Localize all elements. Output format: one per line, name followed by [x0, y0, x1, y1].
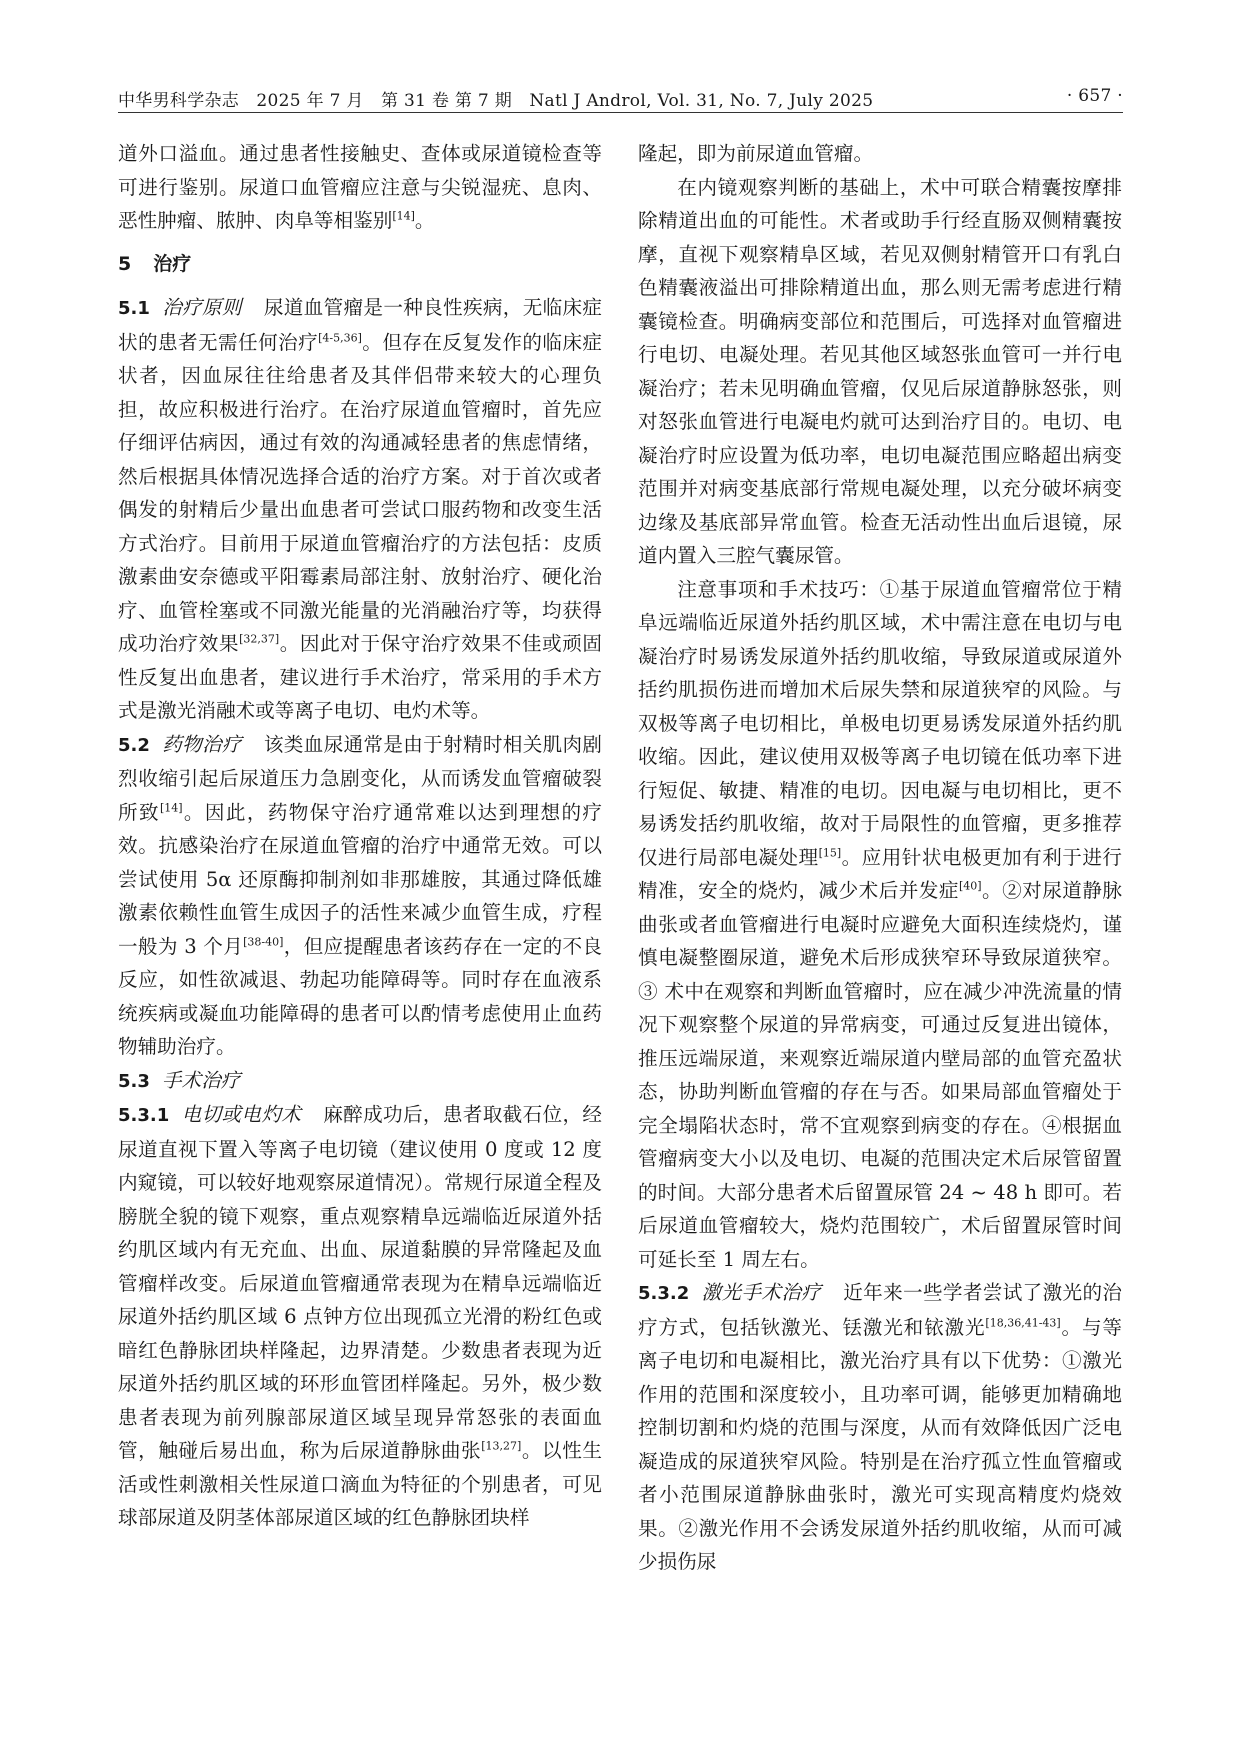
paragraph: 注意事项和手术技巧：①基于尿道血管瘤常位于精阜远端临近尿道外括约肌区域，术中需注意在电切与电凝治疗时易诱发尿道外括约肌收缩，导致尿道或尿道外括约肌损伤进而增加术后尿失禁和尿道狭窄的风险。与双极等离子电切相比，单极电切更易诱发尿道外括约肌收缩。因此，建议使用双极等离子电切镜在低功率下进行短促、敏捷、精准的电切。因电凝与电切相比，更不易诱发括约肌收缩，故对于局限性的血管瘤，更多推荐仅进行局部电凝处理[15]。应用针状电极更加有利于进行精准，安全的烧灼，减少术后并发症[40]。②对尿道静脉曲张或者血管瘤进行电凝时应避免大面积连续烧灼，谨慎电凝整圈尿道，避免术后形成狭窄环导致尿道狭窄。③ 术中在观察和判断血管瘤时，应在减少冲洗流量的情况下观察整个尿道的异常病变，可通过反复进出镜体，推压远端尿道，来观察近端尿道内壁局部的血管充盈状态，协助判断血管瘤的存在与否。如果局部血管瘤处于完全塌陷状态时，常不宜观察到病变的存在。④根据血管瘤病变大小以及电切、电凝的范围决定术后尿管留置的时间。大部分患者术后留置尿管 24 ~ 48 h 即可。若后尿道血管瘤较大，烧灼范围较广，术后留置尿管时间可延长至 1 周左右。	[638, 577, 1123, 1271]
citation[interactable]: [40]	[958, 879, 982, 893]
subsection-title: 治疗原则	[161, 296, 242, 319]
running-header	[118, 83, 1123, 113]
paragraph: 5.3.2 激光手术治疗 近年来一些学者尝试了激光的治疗方式，包括钬激光、铥激光和铱激光[18,36,41-43]。与等离子电切和电凝相比，激光治疗具有以下优势：①激光作用的范围和深度较小，且功率可调，能够更加精确地控制切割和灼烧的范围与深度，从而有效降低因广泛电凝造成的尿道狭窄风险。特别是在治疗孤立性血管瘤或者小范围尿道静脉曲张时，激光可实现高精度灼烧效果。②激光作用不会诱发尿道外括约肌收缩，从而可减少损伤尿	[638, 1281, 1123, 1573]
citation[interactable]: [14]	[392, 209, 415, 223]
citation[interactable]: [13,27]	[481, 1439, 522, 1453]
citation[interactable]: [14]	[159, 800, 183, 814]
subsection-title: 电切或电灼术	[181, 1103, 302, 1126]
paragraph: 在内镜观察判断的基础上，术中可联合精囊按摩排除精道出血的可能性。术者或助手行经直肠双侧精囊按摩，直视下观察精阜区域，若见双侧射精管开口有乳白色精囊液溢出可排除精道出血，那么则无需考虑进行精囊镜检查。明确病变部位和范围后，可选择对血管瘤进行电切、电凝处理。若见其他区域怒张血管可一并行电凝治疗；若未见明确血管瘤，仅见后尿道静脉怒张，则对怒张血管进行电凝电灼就可达到治疗目的。电切、电凝治疗时应设置为低功率，电切电凝范围应略超出病变范围并对病变基底部行常规电凝处理，以充分破坏病变边缘及基底部异常血管。检查无活动性出血后退镜，尿道内置入三腔气囊尿管。	[638, 175, 1122, 567]
citation[interactable]: [18,36,41-43]	[985, 1315, 1061, 1329]
paragraph: 5.2 药物治疗 该类血尿通常是由于射精时相关肌肉剧烈收缩引起后尿道压力急剧变化，从而诱发血管瘤破裂所致[14]。因此，药物保守治疗通常难以达到理想的疗效。抗感染治疗在尿道血管瘤的治疗中通常无效。可以尝试使用 5α 还原酶抑制剂如非那雄胺，其通过降低雄激素依赖性血管生成因子的活性来减少血管生成，疗程一般为 3 个月[38-40]，但应提醒患者该药存在一定的不良反应，如性欲减退、勃起功能障碍等。同时存在血液系统疾病或凝血功能障碍的患者可以酌情考虑使用止血药物辅助治疗。	[118, 732, 603, 1058]
paragraph: 隆起，即为前尿道血管瘤。	[638, 142, 874, 165]
paragraph: 5.3.1 电切或电灼术 麻醉成功后，患者取截石位，经尿道直视下置入等离子电切镜（建议使用 0 度或 12 度内窥镜，可以较好地观察尿道情况）。常规行尿道全程及膀胱全貌的镜下观察，重点观察精阜远端临近尿道外括约肌区域内有无充血、出血、尿道黏膜的异常隆起及血管瘤样改变。后尿道血管瘤通常表现为在精阜远端临近尿道外括约肌区域 6 点钟方位出现孤立光滑的粉红色或暗红色静脉团块样隆起，边界清楚。少数患者表现为近尿道外括约肌区域的环形血管团样隆起。另外，极少数患者表现为前列腺部尿道区域呈现异常怒张的表面血管，触碰后易出血，称为后尿道静脉曲张[13,27]。以性生活或性刺激相关性尿道口滴血为特征的个别患者，可见球部尿道及阴茎体部尿道区域的红色静脉团块样	[118, 1103, 603, 1529]
subsection-heading: 5.3 手术治疗	[118, 1068, 241, 1092]
subsection-title: 药物治疗	[161, 732, 242, 756]
citation[interactable]: [38-40]	[243, 934, 284, 948]
journal-header: 中华男科学杂志 2025 年 7 月 第 31 卷 第 7 期 Natl J Androl, Vol. 31, No. 7, July 2025	[118, 91, 874, 111]
page-number: · 657 ·	[1066, 86, 1123, 106]
citation[interactable]: [15]	[818, 845, 842, 859]
right-column	[638, 137, 1122, 1579]
paragraph: 道外口溢血。通过患者性接触史、查体或尿道镜检查等可进行鉴别。尿道口血管瘤应注意与尖锐湿疣、息肉、恶性肿瘤、脓肿、肉阜等相鉴别[14]。	[118, 142, 602, 232]
citation[interactable]: [4-5,36]	[318, 330, 362, 344]
paragraph: 5.1 治疗原则 尿道血管瘤是一种良性疾病，无临床症状的患者无需任何治疗[4-5,36]。但存在反复发作的临床症状者，因血尿往往给患者及其伴侣带来较大的心理负担，故应积极进行治疗。在治疗尿道血管瘤时，首先应仔细评估病因，通过有效的沟通减轻患者的焦虑情绪，然后根据具体情况选择合适的治疗方案。对于首次或者偶发的射精后少量出血患者可尝试口服药物和改变生活方式治疗。目前用于尿道血管瘤治疗的方法包括：皮质激素曲安奈德或平阳霉素局部注射、放射治疗、硬化治疗、血管栓塞或不同激光能量的光消融治疗等，均获得成功治疗效果[32,37]。因此对于保守治疗效果不佳或顽固性反复出血患者，建议进行手术治疗，常采用的手术方式是激光消融术或等离子电切、电灼术等。	[118, 296, 603, 722]
subsection-title: 激光手术治疗	[701, 1281, 822, 1304]
left-column	[118, 137, 602, 1535]
section-heading: 5 治疗	[118, 252, 192, 275]
citation[interactable]: [32,37]	[239, 632, 280, 646]
